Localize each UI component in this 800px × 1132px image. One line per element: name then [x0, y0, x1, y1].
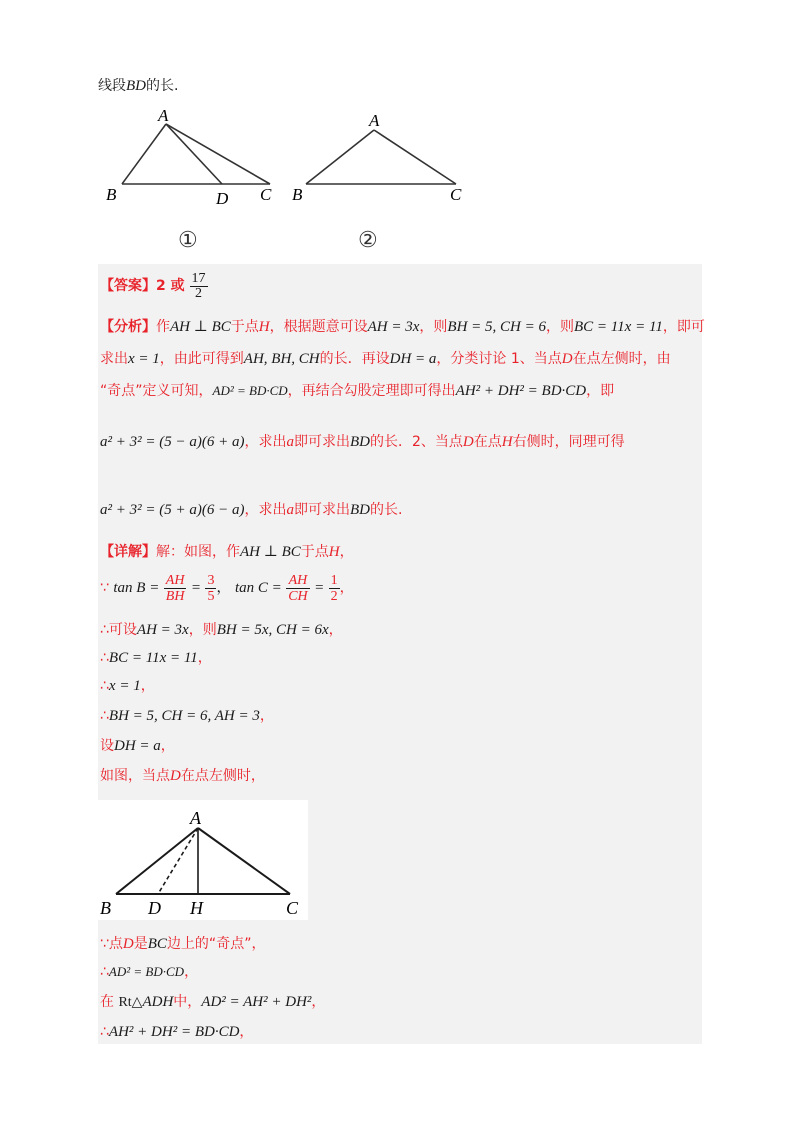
- detail-tag: 【详解】: [100, 544, 156, 560]
- therefore-symbol: ∴: [100, 622, 109, 638]
- detail-text: 解：如图，作: [156, 544, 240, 560]
- figure-3: [98, 800, 308, 920]
- analysis-line-5: [100, 500, 402, 520]
- analysis-text: 右侧时，同理可得: [512, 434, 625, 450]
- analysis-text: 作: [156, 319, 170, 335]
- analysis-text: 即可求出: [293, 502, 350, 518]
- fig3-label-c: C: [286, 898, 299, 918]
- detail-text: ，: [140, 678, 155, 694]
- analysis-text: 于点: [230, 319, 259, 335]
- detail-text: ，: [184, 964, 199, 980]
- detail-line-5: [100, 676, 155, 696]
- detail-line-1: [100, 542, 354, 562]
- fig2-label-a: A: [369, 111, 380, 130]
- figure-1: [98, 104, 288, 254]
- analysis-math: AH ⊥ BC: [170, 319, 231, 335]
- fig2-edge-ac: [374, 130, 456, 184]
- frac-num: AH: [165, 572, 185, 588]
- frac-den: 2: [330, 588, 338, 604]
- intro-line: [98, 76, 178, 96]
- detail-math: AH = 3x: [136, 622, 189, 638]
- analysis-math: DH = a: [389, 351, 437, 367]
- analysis-point: H: [258, 319, 270, 335]
- detail-text: ，: [339, 544, 354, 560]
- analysis-text: 的长.: [369, 502, 403, 518]
- detail-math: tan C =: [234, 580, 282, 596]
- analysis-text: ，求出: [244, 502, 287, 518]
- detail-text: ，: [311, 994, 326, 1010]
- fig1-label-c: C: [260, 185, 272, 204]
- fig2-label-c: C: [450, 185, 462, 204]
- detail-text: ，: [160, 738, 175, 754]
- analysis-point: H: [501, 434, 513, 450]
- figure-2: [288, 104, 478, 254]
- analysis-math: x = 1: [128, 351, 160, 367]
- detail-text: ，: [339, 580, 354, 596]
- analysis-text: ，根据题意可设: [269, 319, 368, 335]
- fig1-label-a: A: [158, 106, 169, 125]
- detail-line-10: [100, 962, 198, 982]
- frac-num: 3: [207, 572, 215, 588]
- analysis-text: 在点: [473, 434, 502, 450]
- answer-line: [100, 268, 208, 304]
- detail-math: AH² + DH² = BD·CD: [108, 1024, 240, 1040]
- answer-fraction: [190, 272, 208, 301]
- therefore-symbol: ∴: [100, 708, 109, 724]
- fig3-label-h: H: [190, 898, 203, 918]
- analysis-text: 即可求出: [293, 434, 350, 450]
- detail-text: ，: [197, 650, 212, 666]
- answer-fraction-den: 2: [195, 285, 202, 301]
- detail-math: DH = a: [114, 738, 161, 754]
- intro-prefix: 线段: [98, 78, 126, 94]
- detail-math: AH ⊥ BC: [240, 544, 301, 560]
- answer-value-1: 2: [156, 278, 166, 294]
- detail-text: ，: [259, 708, 274, 724]
- fig3-edge-ac: [198, 828, 290, 894]
- fraction-1-2: [329, 573, 340, 604]
- fig1-caption: ①: [178, 227, 198, 252]
- detail-text: 如图，当点: [100, 768, 170, 784]
- fig1-label-d: D: [216, 189, 229, 208]
- detail-text: 是: [133, 936, 148, 952]
- detail-point: D: [170, 768, 181, 784]
- analysis-var: a: [286, 434, 294, 450]
- fig1-edge-ab: [122, 124, 166, 184]
- frac-den: 5: [207, 588, 215, 604]
- detail-line-12: [100, 1022, 253, 1042]
- analysis-math: AH, BH, CH: [243, 351, 320, 367]
- detail-math: BC = 11x = 11: [108, 650, 198, 666]
- analysis-math: BH = 5, CH = 6: [447, 319, 546, 335]
- detail-line-8: [100, 766, 265, 786]
- fig2-edge-ab: [306, 130, 374, 184]
- because-symbol: ∵: [100, 580, 109, 596]
- fig2-caption: ②: [358, 227, 378, 252]
- analysis-text: 的长．再设: [319, 351, 390, 367]
- frac-num: 1: [330, 572, 338, 588]
- analysis-line-1: [100, 317, 705, 337]
- rt-triangle: Rt△: [118, 995, 143, 1010]
- detail-point: D: [122, 936, 134, 952]
- detail-math: x = 1: [108, 678, 141, 694]
- detail-line-7: [100, 736, 175, 756]
- detail-math: BH = 5x, CH = 6x: [216, 622, 329, 638]
- answer-or: 或: [170, 278, 185, 294]
- detail-text: 边上的“奇点”，: [166, 936, 266, 952]
- analysis-line-4: [100, 432, 625, 452]
- intro-suffix: 的长.: [146, 78, 179, 94]
- analysis-math: AD² = BD·CD: [212, 383, 288, 398]
- detail-text: 可设: [108, 622, 137, 638]
- detail-text: 在: [100, 994, 114, 1010]
- detail-line-11: [100, 992, 325, 1013]
- detail-text: ，: [239, 1024, 254, 1040]
- fig1-edge-ad: [166, 124, 222, 184]
- analysis-line-3: [100, 381, 614, 401]
- detail-math: AD² = AH² + DH²: [201, 994, 312, 1010]
- analysis-text: ，由此可得到: [159, 351, 244, 367]
- analysis-text: 在点左侧时，由: [572, 351, 671, 367]
- detail-text: 设: [100, 738, 114, 754]
- detail-math: ADH: [142, 994, 174, 1010]
- fraction-3-5: [205, 573, 216, 604]
- detail-text: 在点左侧时，: [180, 768, 265, 784]
- fraction-ah-ch: [286, 573, 309, 604]
- analysis-point: D: [462, 434, 474, 450]
- detail-line-6: [100, 706, 274, 726]
- fig2-label-b: B: [292, 185, 303, 204]
- frac-den: CH: [288, 588, 308, 604]
- fraction-ah-bh: [164, 573, 187, 604]
- fig3-label-b: B: [100, 898, 111, 918]
- because-symbol: ∵: [100, 936, 109, 952]
- fig3-label-a: A: [190, 808, 201, 828]
- detail-math: =: [190, 580, 202, 596]
- analysis-tag: 【分析】: [100, 319, 156, 335]
- fig3-edge-ab: [116, 828, 198, 894]
- detail-line-2: [100, 570, 354, 606]
- detail-text: 点: [108, 936, 123, 952]
- analysis-math: BD: [349, 502, 370, 518]
- detail-math: =: [314, 580, 325, 596]
- analysis-math: BC = 11x = 11: [573, 319, 663, 335]
- frac-num: AH: [286, 573, 309, 589]
- analysis-line-2: [100, 349, 671, 369]
- analysis-text: ，分类讨论 1、当点: [436, 351, 562, 367]
- analysis-text: ，再结合勾股定理即可得出: [287, 383, 456, 399]
- analysis-math: AH = 3x: [367, 319, 420, 335]
- detail-line-3: [100, 620, 343, 640]
- analysis-math: AH² + DH² = BD·CD: [455, 383, 587, 399]
- detail-text: ，: [216, 580, 231, 596]
- therefore-symbol: ∴: [100, 678, 109, 694]
- fig1-label-b: B: [106, 185, 117, 204]
- analysis-text: ，求出: [244, 434, 287, 450]
- analysis-point: D: [561, 351, 573, 367]
- detail-line-9: [100, 934, 265, 954]
- therefore-symbol: ∴: [100, 650, 109, 666]
- detail-math: tan B =: [113, 580, 160, 596]
- analysis-text: ，即可: [662, 319, 705, 335]
- analysis-math: BD: [349, 434, 370, 450]
- therefore-symbol: ∴: [100, 964, 109, 980]
- fig3-label-d: D: [148, 898, 161, 918]
- frac-den: BH: [165, 588, 185, 604]
- analysis-math: a² + 3² = (5 + a)(6 − a): [100, 502, 245, 518]
- analysis-var: a: [286, 502, 294, 518]
- detail-text: ，: [328, 622, 343, 638]
- answer-fraction-num: 17: [191, 270, 206, 286]
- fig3-dashed-ad: [158, 828, 198, 894]
- therefore-symbol: ∴: [100, 1024, 109, 1040]
- detail-math: BH = 5, CH = 6, AH = 3: [108, 708, 260, 724]
- answer-tag: 【答案】: [100, 278, 156, 294]
- intro-var: BD: [126, 78, 146, 94]
- detail-line-4: [100, 648, 212, 668]
- analysis-text: ，即: [586, 383, 615, 399]
- detail-math: AD² = BD·CD: [108, 964, 185, 979]
- analysis-text: 的长．2、当点: [369, 434, 463, 450]
- analysis-text: “奇点”定义可知，: [100, 383, 213, 399]
- detail-text: 中，: [173, 994, 202, 1010]
- analysis-text: ，则: [419, 319, 448, 335]
- analysis-text: 求出: [100, 351, 128, 367]
- fig1-edge-ac: [166, 124, 270, 184]
- analysis-text: ，则: [545, 319, 574, 335]
- detail-point: H: [328, 544, 340, 560]
- detail-text: ，则: [188, 622, 217, 638]
- analysis-math: a² + 3² = (5 − a)(6 + a): [100, 434, 245, 450]
- detail-text: 于点: [300, 544, 329, 560]
- detail-math: BC: [147, 936, 167, 952]
